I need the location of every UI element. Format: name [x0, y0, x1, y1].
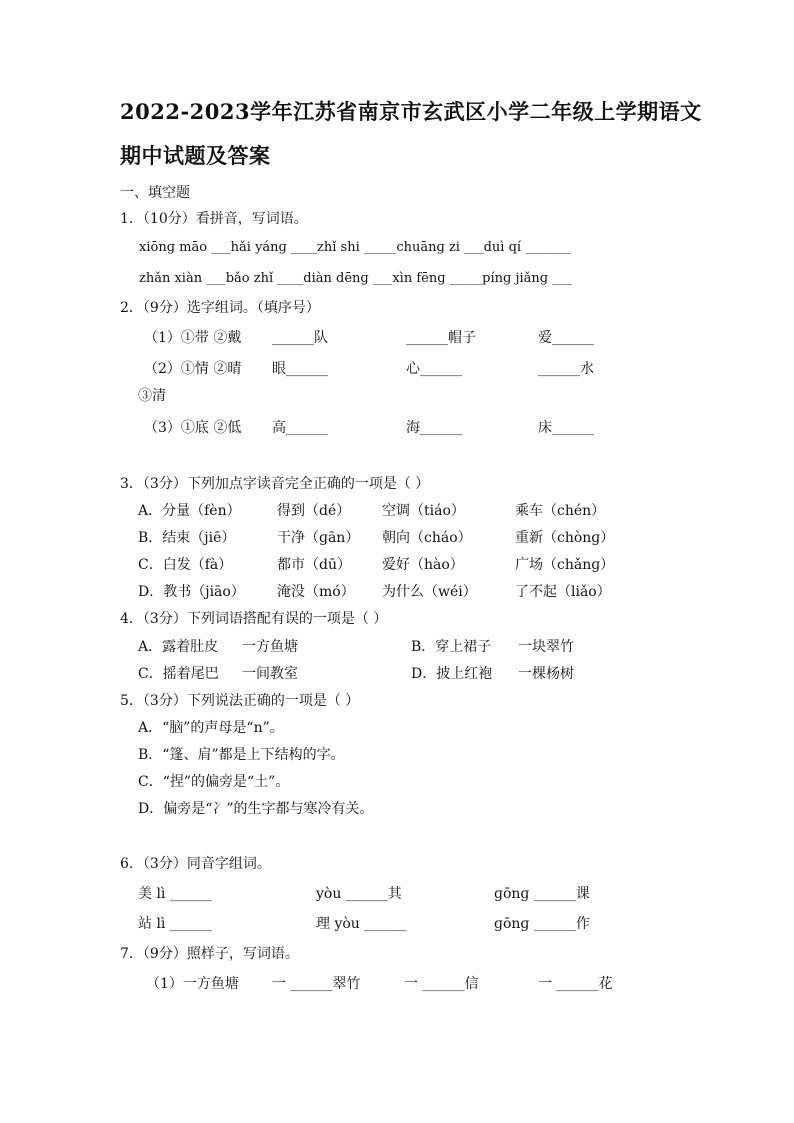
question-3-option-row-2-item-3: 朝向（cháo） [382, 530, 472, 546]
question-3-option-row-1-item-2: 得到（dé） [277, 503, 351, 519]
question-3-option-row-2-item-2: 干净（ɡān） [277, 530, 360, 546]
question-6-row-2-item-1: 站 lì ______ [138, 916, 212, 932]
question-3-option-row-3-item-4: 广场（chǎnɡ） [515, 557, 615, 573]
question-7-blank-3: 一 ______花 [538, 976, 613, 992]
question-2-row-2-blank-b: 心______ [406, 361, 462, 377]
question-4-option-row-2-item-1: C．摇着尾巴 [138, 666, 219, 682]
question-3-option-row-2-item-1: B．结束（jiē） [138, 530, 236, 546]
question-7-example: （1）一方鱼塘 [146, 976, 239, 992]
question-3-option-row-1-item-4: 乘车（chén） [515, 503, 606, 519]
question-5-option-c: C．“捏”的偏旁是“土”。 [138, 774, 290, 790]
question-6-stem: 6．（3分）同音字组词。 [120, 856, 271, 872]
question-2-row-1-label: （1）①带 ②戴 [144, 330, 242, 346]
question-4-option-row-1-item-3: B．穿上裙子 [411, 639, 492, 655]
question-2-row-3-blank-b: 海______ [406, 420, 462, 436]
question-5-stem: 5．（3分）下列说法正确的一项是（ ） [120, 693, 360, 709]
question-4-option-row-1-item-4: 一块翠竹 [518, 639, 574, 655]
question-3-option-row-1-item-1: A．分量（fèn） [138, 503, 241, 519]
question-2-row-2-blank-a: 眼______ [272, 361, 328, 377]
question-1-pinyin-row-1: xiōnɡ māo ___hǎi yánɡ ____zhǐ shi _____chuānɡ zi ___duì qí _______ [139, 240, 571, 255]
question-2-row-3-blank-c: 床______ [538, 420, 594, 436]
question-3-option-row-2-item-4: 重新（chònɡ） [515, 530, 615, 546]
document-title-line-2: 期中试题及答案 [120, 143, 271, 168]
question-2-row-2-extra: ③清 [138, 388, 166, 404]
question-2-row-1-blank-c: 爱______ [538, 330, 594, 346]
question-4-option-row-2-item-4: 一棵杨树 [518, 666, 574, 682]
question-4-option-row-1-item-2: 一方鱼塘 [242, 639, 298, 655]
question-2-row-3-blank-a: 高______ [272, 420, 328, 436]
question-7-stem: 7．（9分）照样子，写词语。 [120, 946, 299, 962]
document-title-line-1: 2022-2023学年江苏省南京市玄武区小学二年级上学期语文 [120, 99, 702, 124]
question-6-row-2-item-3: ɡōnɡ ______作 [494, 916, 590, 932]
question-4-stem: 4．（3分）下列词语搭配有误的一项是（ ） [120, 611, 388, 627]
question-2-row-2-label: （2）①情 ②晴 [144, 361, 242, 377]
question-1-stem: 1．（10分）看拼音，写词语。 [120, 211, 308, 227]
question-5-option-d: D．偏旁是“冫”的生字都与寒冷有关。 [138, 801, 374, 817]
question-7-blank-2: 一 ______信 [404, 976, 479, 992]
question-3-option-row-1-item-3: 空调（tiáo） [382, 503, 465, 519]
question-6-row-1-item-1: 美 lì ______ [138, 886, 212, 902]
question-2-row-2-blank-c: ______水 [538, 361, 594, 377]
question-5-option-b: B．“篷、肩”都是上下结构的字。 [138, 747, 345, 763]
question-3-option-row-4-item-3: 为什么（wéi） [382, 584, 477, 600]
question-4-option-row-2-item-3: D．披上红袍 [411, 666, 493, 682]
question-7-blank-1: 一 ______翠竹 [272, 976, 361, 992]
question-2-row-3-label: （3）①底 ②低 [144, 420, 242, 436]
question-3-option-row-4-item-4: 了不起（liǎo） [515, 584, 611, 600]
question-3-stem: 3．（3分）下列加点字读音完全正确的一项是（ ） [120, 476, 430, 492]
question-3-option-row-4-item-1: D．教书（jiāo） [138, 584, 245, 600]
question-6-row-1-item-3: ɡōnɡ ______课 [494, 886, 590, 902]
question-2-row-1-blank-b: ______帽子 [406, 330, 476, 346]
question-6-row-1-item-2: yòu ______其 [316, 886, 402, 902]
question-4-option-row-1-item-1: A．露着肚皮 [138, 639, 219, 655]
question-2-stem: 2．（9分）选字组词。（填序号） [120, 300, 320, 316]
question-3-option-row-4-item-2: 淹没（mó） [277, 584, 355, 600]
question-3-option-row-3-item-2: 都市（dū） [277, 557, 351, 573]
question-1-pinyin-row-2: zhǎn xiàn ___bǎo zhǐ ____diàn dēnɡ ___xìn fēnɡ _____pínɡ jiǎnɡ ___ [139, 271, 572, 286]
question-3-option-row-3-item-1: C．白发（fà） [138, 557, 233, 573]
question-5-option-a: A．“脑”的声母是“n”。 [138, 720, 284, 736]
question-2-row-1-blank-a: ______队 [272, 330, 328, 346]
question-3-option-row-3-item-3: 爱好（hào） [382, 557, 464, 573]
question-4-option-row-2-item-2: 一间教室 [242, 666, 298, 682]
question-6-row-2-item-2: 理 yòu ______ [316, 916, 407, 932]
section-heading: 一、填空题 [120, 185, 190, 201]
